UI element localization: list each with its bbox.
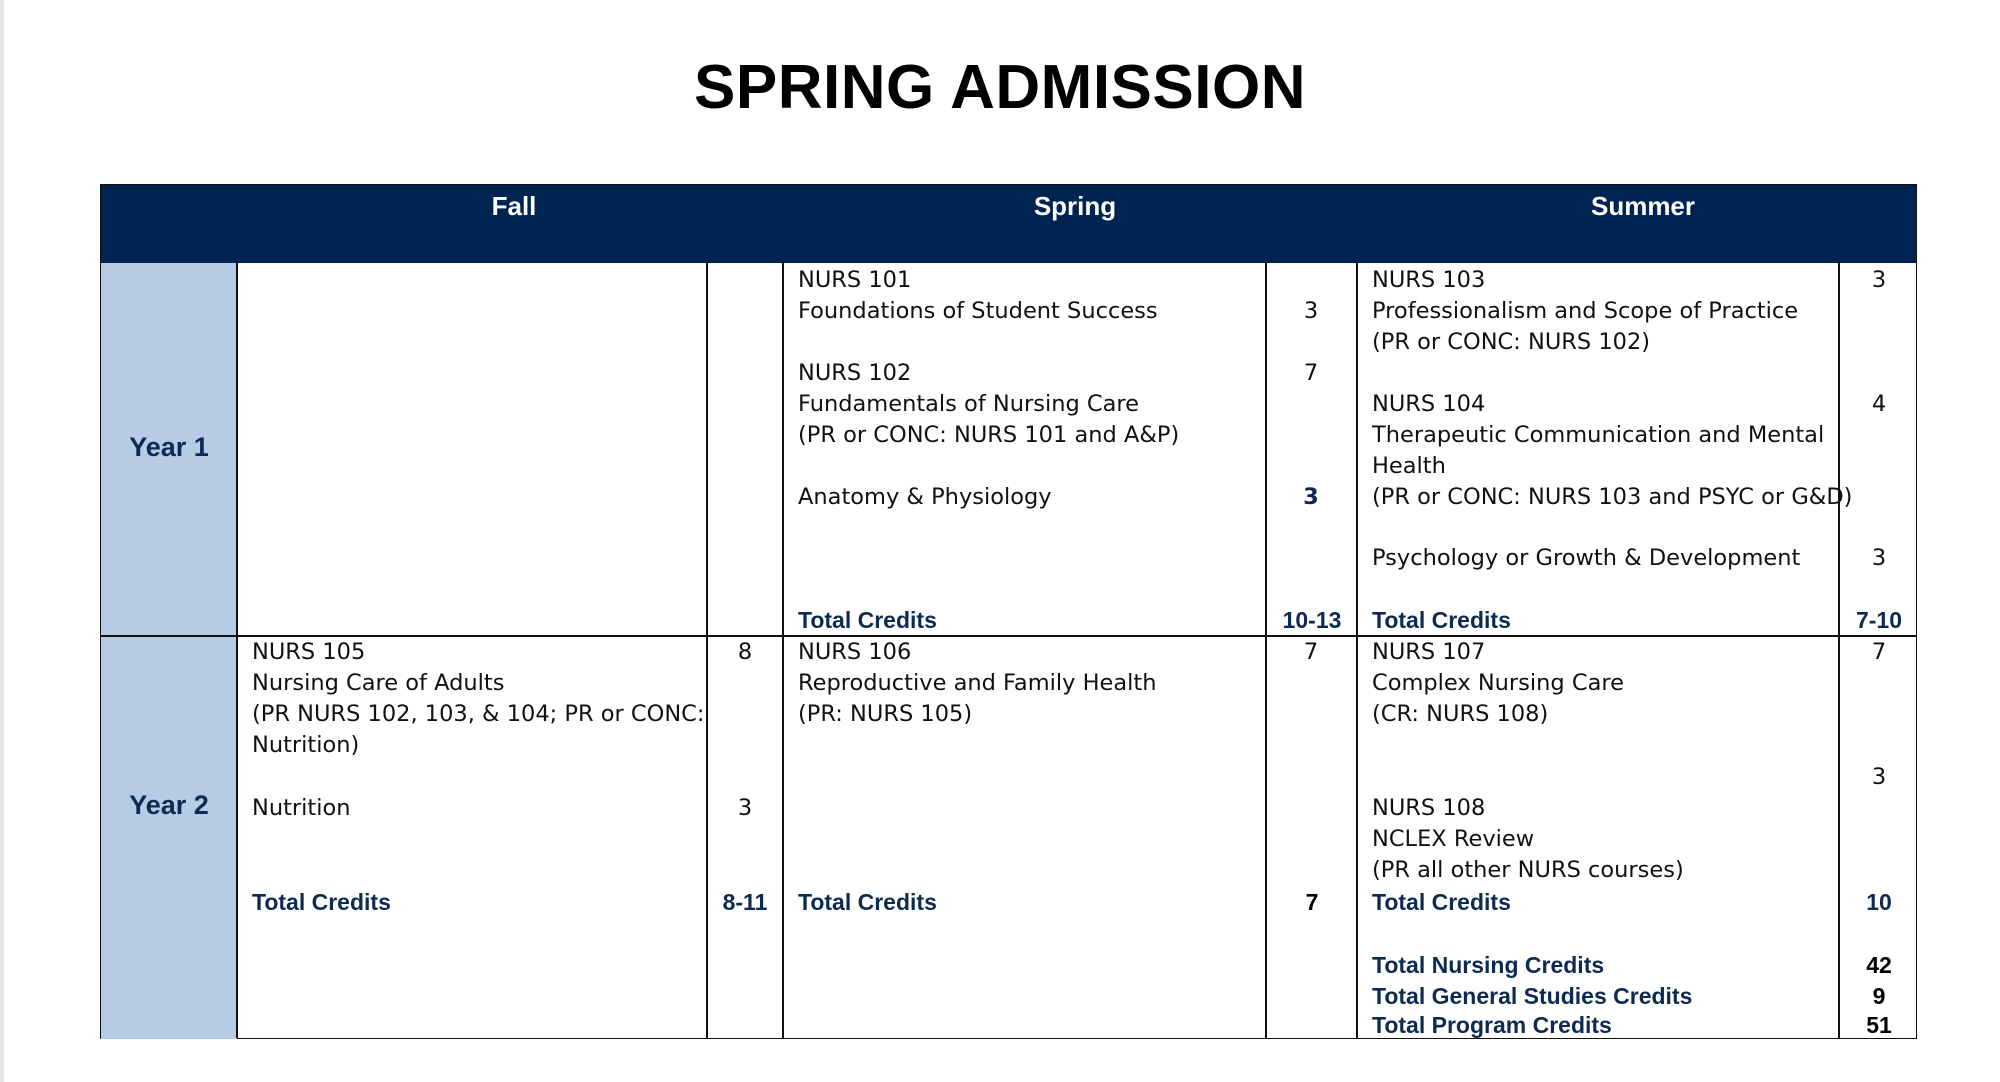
course-prereq: (PR NURS 102, 103, & 104; PR or CONC: [252, 701, 705, 727]
course-credits: 3 [1303, 484, 1319, 510]
total-credits-label: Total Credits [1372, 607, 1511, 633]
total-credits-value: 10-13 [1282, 607, 1342, 633]
course-prereq: (PR all other NURS courses) [1372, 857, 1684, 883]
course-title: Reproductive and Family Health [798, 670, 1157, 696]
total-credits-label: Total Credits [252, 889, 391, 915]
course-credits: 7 [1303, 360, 1319, 386]
course-credits: 8 [737, 639, 753, 665]
course-code: NURS 108 [1372, 795, 1486, 821]
course-title: Complex Nursing Care [1372, 670, 1624, 696]
divider [236, 263, 238, 1038]
program-table [100, 184, 1917, 1039]
course-code: NURS 105 [252, 639, 366, 665]
course-prereq: Nutrition) [252, 732, 360, 758]
program-total-value: 42 [1866, 952, 1892, 978]
course-credits: 4 [1871, 391, 1887, 417]
course-code: NURS 106 [798, 639, 912, 665]
course-code: NURS 104 [1372, 391, 1486, 417]
divider [782, 263, 784, 1038]
course-title: Anatomy & Physiology [798, 484, 1052, 510]
header-fall: Fall [491, 191, 537, 221]
header-spring: Spring [1033, 191, 1117, 221]
course-title: NCLEX Review [1372, 826, 1535, 852]
course-prereq: (PR or CONC: NURS 102) [1372, 329, 1651, 355]
course-credits: 3 [1871, 267, 1887, 293]
header-summer: Summer [1590, 191, 1696, 221]
course-title: Foundations of Student Success [798, 298, 1158, 324]
program-total-label: Total General Studies Credits [1372, 983, 1693, 1009]
year2-label-cell [101, 636, 237, 1039]
course-credits: 3 [1871, 764, 1887, 790]
course-code: NURS 103 [1372, 267, 1486, 293]
divider [1838, 263, 1840, 1038]
program-total-value: 9 [1872, 983, 1886, 1009]
course-title: Health [1372, 453, 1446, 479]
course-title: Psychology or Growth & Development [1372, 545, 1801, 571]
program-total-label: Total Nursing Credits [1372, 952, 1605, 978]
course-title: Fundamentals of Nursing Care [798, 391, 1140, 417]
course-title: Nursing Care of Adults [252, 670, 505, 696]
table-header [101, 185, 1916, 263]
course-code: NURS 101 [798, 267, 912, 293]
row-divider [101, 635, 1916, 637]
course-credits: 7 [1871, 639, 1887, 665]
divider [1356, 263, 1358, 1038]
total-credits-label: Total Credits [798, 889, 937, 915]
total-credits-value: 7 [1305, 889, 1319, 915]
year2-label: Year 2 [129, 790, 209, 820]
total-credits-label: Total Credits [1372, 889, 1511, 915]
year1-label: Year 1 [129, 432, 209, 462]
program-total-label: Total Program Credits [1372, 1012, 1612, 1038]
course-title: Professionalism and Scope of Practice [1372, 298, 1799, 324]
page-title: SPRING ADMISSION [694, 53, 1306, 122]
total-credits-value: 7-10 [1855, 607, 1903, 633]
total-credits-value: 10 [1866, 889, 1892, 915]
course-code: NURS 102 [798, 360, 912, 386]
course-code: NURS 107 [1372, 639, 1486, 665]
total-credits-value: 8-11 [722, 889, 768, 915]
course-credits: 3 [1303, 298, 1319, 324]
course-prereq: (CR: NURS 108) [1372, 701, 1549, 727]
divider [1265, 263, 1267, 1038]
course-title: Nutrition [252, 795, 351, 821]
course-credits: 3 [737, 795, 753, 821]
page-edge [0, 0, 4, 1082]
course-prereq: (PR or CONC: NURS 101 and A&P) [798, 422, 1180, 448]
course-prereq: (PR or CONC: NURS 103 and PSYC or G&D) [1372, 484, 1853, 510]
course-credits: 7 [1303, 639, 1319, 665]
total-credits-label: Total Credits [798, 607, 937, 633]
course-credits: 3 [1871, 545, 1887, 571]
program-total-value: 51 [1866, 1012, 1892, 1038]
course-title: Therapeutic Communication and Mental [1372, 422, 1825, 448]
course-prereq: (PR: NURS 105) [798, 701, 973, 727]
